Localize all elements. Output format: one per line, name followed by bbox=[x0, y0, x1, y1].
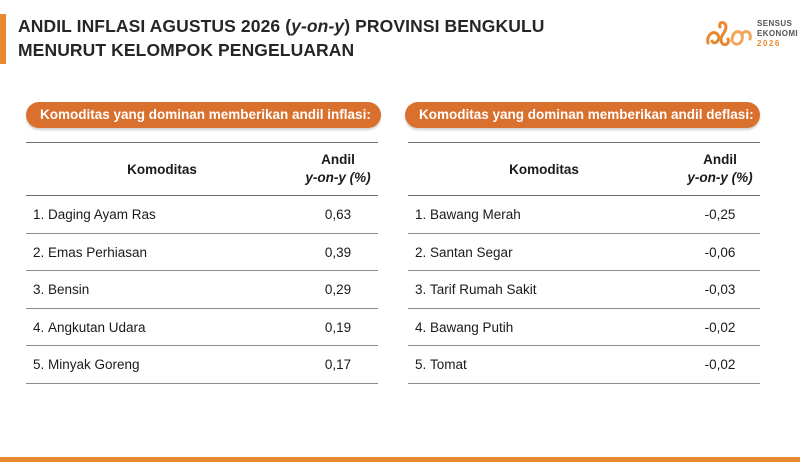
row-commodity: Tomat bbox=[430, 357, 467, 373]
table-row bbox=[408, 196, 760, 234]
row-commodity: Angkutan Udara bbox=[48, 319, 146, 335]
row-andil-value: 0,63 bbox=[324, 207, 352, 222]
bottom-accent-bar bbox=[0, 457, 800, 462]
deflation-table-header bbox=[408, 142, 760, 196]
inflation-table bbox=[26, 142, 378, 384]
table-row bbox=[408, 346, 760, 384]
title-line-2: MENURUT KELOMPOK PENGELUARAN bbox=[18, 40, 355, 60]
row-number: 5. bbox=[415, 357, 427, 373]
table-row bbox=[408, 234, 760, 272]
row-andil-value: 0,29 bbox=[324, 282, 352, 298]
inflation-table-header bbox=[26, 142, 378, 196]
row-number: 3. bbox=[415, 282, 427, 298]
table-row bbox=[26, 271, 378, 309]
row-commodity: Bawang Merah bbox=[430, 207, 521, 222]
row-commodity: Santan Segar bbox=[430, 244, 513, 260]
inflation-panel bbox=[26, 102, 381, 373]
header-andil: Andil y-on-y (%) bbox=[305, 152, 371, 185]
table-row bbox=[26, 309, 378, 347]
table-row bbox=[26, 196, 378, 234]
row-andil-value: -0,02 bbox=[704, 319, 736, 335]
table-row bbox=[26, 346, 378, 384]
row-number: 4. bbox=[33, 319, 45, 335]
table-row bbox=[26, 234, 378, 272]
page-title bbox=[18, 14, 578, 62]
inflation-pill-label: Komoditas yang dominan memberikan andil inflasi: bbox=[26, 102, 381, 128]
row-number: 2. bbox=[33, 244, 45, 260]
row-commodity: Tarif Rumah Sakit bbox=[430, 282, 537, 298]
row-andil-value: 0,39 bbox=[324, 244, 352, 260]
row-andil-value: 0,19 bbox=[324, 319, 352, 335]
row-number: 4. bbox=[415, 319, 427, 335]
header-komoditas: Komoditas bbox=[509, 162, 579, 177]
row-andil-value: 0,17 bbox=[324, 357, 352, 373]
title-yoy-italic: y-on-y bbox=[291, 16, 345, 36]
sensus-ekonomi-logo-icon bbox=[704, 19, 754, 51]
header-andil: Andil y-on-y (%) bbox=[687, 152, 753, 185]
row-number: 2. bbox=[415, 244, 427, 260]
row-commodity: Emas Perhiasan bbox=[48, 244, 148, 260]
table-row bbox=[408, 309, 760, 347]
table-row bbox=[408, 271, 760, 309]
logo-text: SENSUS EKONOMI 2026 bbox=[757, 19, 799, 48]
row-andil-value: -0,02 bbox=[704, 357, 736, 373]
deflation-table bbox=[408, 142, 760, 384]
row-number: 1. bbox=[33, 207, 45, 222]
row-andil-value: -0,06 bbox=[704, 244, 736, 260]
title-accent-bar bbox=[0, 14, 6, 64]
row-number: 5. bbox=[33, 357, 45, 373]
header-komoditas: Komoditas bbox=[127, 162, 197, 177]
row-andil-value: -0,25 bbox=[704, 207, 736, 222]
deflation-pill-label: Komoditas yang dominan memberikan andil deflasi: bbox=[405, 102, 760, 128]
row-commodity: Bensin bbox=[48, 282, 90, 298]
row-number: 1. bbox=[415, 207, 427, 222]
deflation-panel bbox=[405, 102, 760, 373]
row-number: 3. bbox=[33, 282, 45, 298]
title-line-1: ANDIL INFLASI AGUSTUS 2026 (y-on-y) PROVINSI BENGKULU bbox=[18, 16, 545, 36]
row-andil-value: -0,03 bbox=[704, 282, 736, 298]
row-commodity: Daging Ayam Ras bbox=[48, 207, 156, 222]
row-commodity: Minyak Goreng bbox=[48, 357, 140, 373]
sensus-ekonomi-logo bbox=[704, 17, 799, 53]
row-commodity: Bawang Putih bbox=[430, 319, 514, 335]
